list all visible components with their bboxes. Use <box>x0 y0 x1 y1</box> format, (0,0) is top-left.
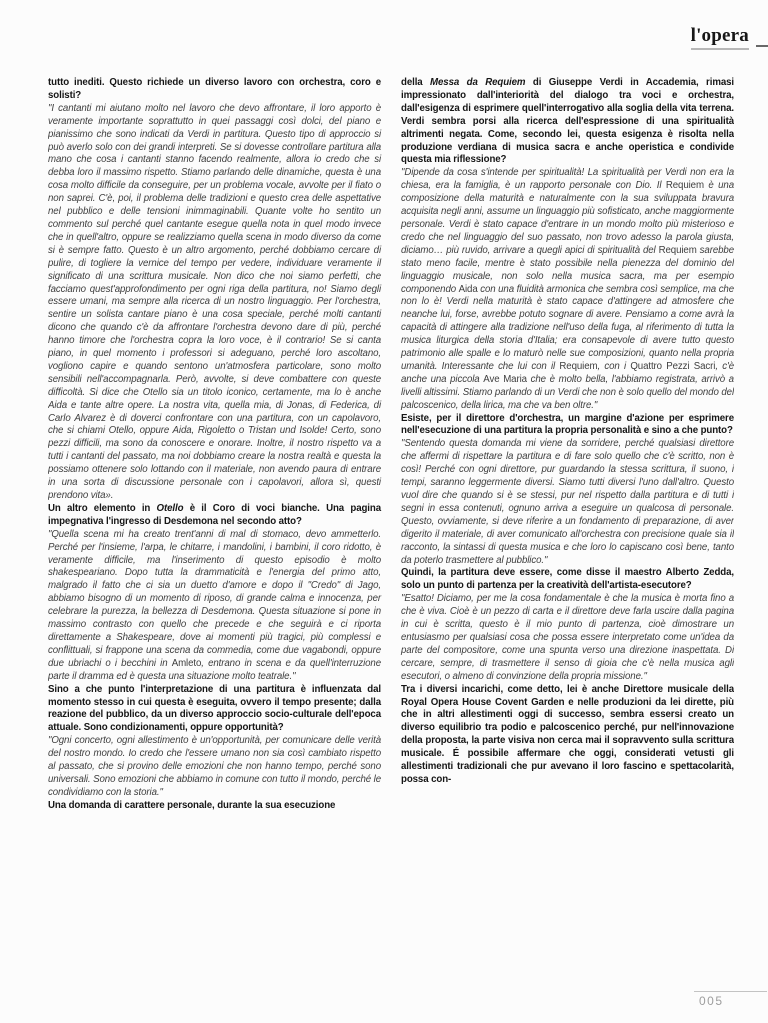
answer-paragraph: "I cantanti mi aiutano molto nel lavoro che devo affrontare, il loro apporto è veramente importante soprattutto in quei passaggi così dolci, del piano e pianissimo che sono indicati da Verdi in partitura. Questo tipo di approccio si può averlo solo con dei grandi interpreti. Se si dovesse controllare partitura alla mano che cosa i cantanti stanno facendo realmente, allora io credo che si debba loro il massimo rispetto. Stiamo parlando delle dinamiche, questa è una cosa molto difficile da conseguire, per un problema vocale, avvolte per il fiato o non saprei. C'è, poi, il problema delle tradizioni e questo crea delle aspettative nel pubblico e delle tensioni inimmaginabili. Quante volte ho sentito un commento sul perché quel cantante esegue quella nota in quel modo invece che in quell'altro, oppure se realizziamo quella scena in modo diverso da come si è sempre fatto. Questo è un altro argomento, perché dobbiamo cercare di pulire, di togliere la vernice del tempo per vedere, individuare veramente il significato di una scrittura musicale. Non dico che noi siamo perfetti, che facciamo quest'approfondimento per ogni riga della partitura, no! Siamo degli essere umani, ma sempre alla ricerca di un nostro linguaggio. Per l'orchestra, sentire un solista cantare piano è una cosa speciale, perché molti cantanti dicono che quando c'è da affrontare l'orchestra devono dare di più, perché hanno timore che l'orchestra copra la loro voce, è il contrario! Se si canta piano, in quel momento i professori si adeguano, perché loro ascoltano, vogliono capire e quando sentono un'atmosfera particolare, sono molto sensibili nell'accompagnarla. Però, avvolte, si deve combattere con queste difficoltà. Si dice che Otello sia un titolo iconico, certamente, ma lo è anche Aida e tante altre opere. La nostra vita, quella mia, di Jonas, di Federica, di Carlo Alvarez è di doverci confrontare con una partitura, con un capolavoro, che si chiami Otello, oppure Aida, Rigoletto o Tristan und Isolde! Certo, sono pezzi difficili, ma sono da conoscere e onorare. Inoltre, il nostro rispetto va a tutti i cantanti del passato, ma noi dobbiamo creare la nostra realtà e questa la possiamo ottenere solo lottando con il materiale, non avendo paura di entrare in una sorta di discussione personale con i capolavori, allora sì, questi prendono vita». <box>48 102 381 501</box>
question-paragraph: tutto inediti. Questo richiede un diverso lavoro con orchestra, coro e solisti? <box>48 77 381 101</box>
question-paragraph: della Messa da Requiem di Giuseppe Verdi in Accademia, rimasi impressionato dall'interiorità del dialogo tra voci e orchestra, dall'esigenza di esprimere quell'interrogativo alla soglia della vita terrena. Verdi sembra porsi alla ricerca dell'espressione di una spiritualità altrimenti negata. Come, secondo lei, questa esigenza è risolta nella produzione verdiana di musica sacra e anche operistica e condivide questa mia riflessione? <box>401 77 734 166</box>
question-paragraph: Esiste, per il direttore d'orchestra, un margine d'azione per esprimere nell'esecuzione di una partitura la propria personalità e sino a che punto? <box>401 412 734 437</box>
page-number: 005 <box>699 994 724 1008</box>
magazine-logo: l'opera <box>691 26 749 50</box>
answer-paragraph: "Sentendo questa domanda mi viene da sorridere, perché qualsiasi direttore che affermi di rispettare la partitura e di fare solo quello che c'è scritto, non è così! Perché con ogni direttore, pur guardando la stessa scrittura, il suono, i tempi, saranno leggermente diversi. Siamo tutti diversi l'uno dall'altro. Questo vuol dire che quando si è se stessi, pur nel rispetto dalla partitura e di tutti i segni in essa contenuti, ognuno arriva a eseguire un qualcosa di personale. Questo, ovviamente, si deve riferire a un fondamento di preparazione, di aver digerito il materiale, di aver comunicato all'orchestra con precisione quale sia il racconto, la sintassi di questa musica e che loro lo capiscano così bene, tanto da poterlo trasmettere al pubblico." <box>401 438 734 566</box>
answer-paragraph: "Ogni concerto, ogni allestimento è un'opportunità, per comunicare delle verità del nostro mondo. Io credo che l'essere umano non sia così cambiato rispetto al passato, che si provino delle emozioni che non hanno tempo, perché sono universali. Sono emozioni che abbiamo in comune con tutto il mondo, perché le condividiamo con la storia." <box>48 735 381 798</box>
answer-paragraph: "Quella scena mi ha creato trent'anni di mal di stomaco, devo ammetterlo. Perché per l'insieme, l'arpa, le chitarre, i mandolini, i bambini, il coro ridotto, è veramente difficile, ma l'inserimento di questo episodio è molto shakespeariano. Dopo tutta la drammaticità e l'energia del primo atto, malgrado il fatto che ci sia un duetto d'amore e dopo il "Credo" di Jago, abbiamo bisogno di un momento di riposo, di grande calma e innocenza, per celebrare la purezza, la bellezza di Desdemona. Questa situazione si pone in massimo contrasto con quello che precede e che seguirà e ci riporta direttamente a Shakespeare, dove ai momenti più tragici, più complessi e conflittuali, si frappone una scena da commedia, come due vagabondi, oppure due ubriachi o i becchini in Amleto, entrano in scena e da quell'interruzione parte il dramma ed è questa una situazione molto teatrale." <box>48 528 381 682</box>
article-column-right <box>401 77 734 983</box>
question-paragraph: Una domanda di carattere personale, durante la sua esecuzione <box>48 799 336 811</box>
article-column-left <box>48 77 381 983</box>
answer-paragraph: "Esatto! Diciamo, per me la cosa fondamentale è che la musica è morta fino a che è viva. Cioè è un pezzo di carta e il direttore deve farla uscire dalla pagina in cui è scritta, questo è il mio punto di partenza, cioè dimostrare un entusiasmo per qualsiasi cosa che possa essere interpretato come un'idea da parte del compositore, come una spunta verso una direzione inaspettata. Di cercare, sempre, di trasmettere il senso di gioia che c'è nella musica agli esecutori, o almeno di convinzione della propria missione." <box>401 593 734 682</box>
question-paragraph: Tra i diversi incarichi, come detto, lei è anche Direttore musicale della Royal Opera House Covent Garden e nelle produzioni da lei dirette, più che in altri allestimenti oggi di successo, sembra essersi creato un diverso equilibrio tra podio e palcoscenico perché, pur nell'innovazione della proposta, la parte visiva non cerca mai il sopravvento sulla scrittura musicale. É possibile affermare che oggi, considerati vetusti gli allestimenti tradizionali che pur avevano il loro fascino e spettacolarità, possa con- <box>401 683 734 785</box>
question-paragraph: Sino a che punto l'interpretazione di una partitura è influenzata dal momento stesso in cui questa è eseguita, ovvero il tempo presente; dalla reazione del pubblico, da un diverso approccio socio-culturale dell'epoca attuale. Sono condizionamenti, oppure opportunità? <box>48 683 381 734</box>
masthead <box>691 26 768 50</box>
question-paragraph: Un altro elemento in Otello è il Coro di voci bianche. Una pagina impegnativa l'ingresso di Desdemona nel secondo atto? <box>48 502 381 527</box>
article-body <box>48 77 734 983</box>
question-paragraph: Quindi, la partitura deve essere, come disse il maestro Alberto Zedda, solo un punto di partenza per la creatività dell'artista-esecutore? <box>401 567 734 592</box>
page-footer <box>694 991 767 1008</box>
masthead-rule <box>756 45 768 47</box>
answer-paragraph: "Dipende da cosa s'intende per spiritualità! La spiritualità per Verdi non era la chiesa, era la famiglia, è un rapporto personale con Dio. Il Requiem è una composizione della maturità e naturalmente con la sua sviluppata bravura acquisita negli anni, assume un linguaggio più sofisticato, anche maggiormente personale. Verdi è stato capace d'entrare in un mondo molto più misterioso e credo che nel linguaggio del suo passato, non trovo adesso la parola giusta, diciamo… più ruvido, arrivare a quegli apici di spiritualità del Requiem sarebbe stato meno facile, mentre è stato possibile nella pienezza del dominio del linguaggio musicale, non solo nella musica sacra, ma per esempio componendo Aida con una fluidità armonica che sembra così semplice, ma che non lo è! Verdi nella maturità è stato capace d'attingere ad atmosfere che neanche lui, forse, avrebbe potuto sognare di avere. Pensiamo a come avrà la capacità di attingere alla tradizione nell'uso della fuga, al riferimento di tutta la musica liturgica della storia d'Italia; era consapevole di avere tutto questo patrimonio alle spalle e lo maturò nelle sue composizioni, quanto nella propria umanità. Interessante che lui con il Requiem, con i Quattro Pezzi Sacri, c'è anche una piccola Ave Maria che è molto bella, l'abbiamo registrata, arrivò a livelli altissimi. Stiamo parlando di un Verdi che non è solo quello del mondo del palcoscenico, della lirica, ma che va ben oltre." <box>401 167 734 411</box>
